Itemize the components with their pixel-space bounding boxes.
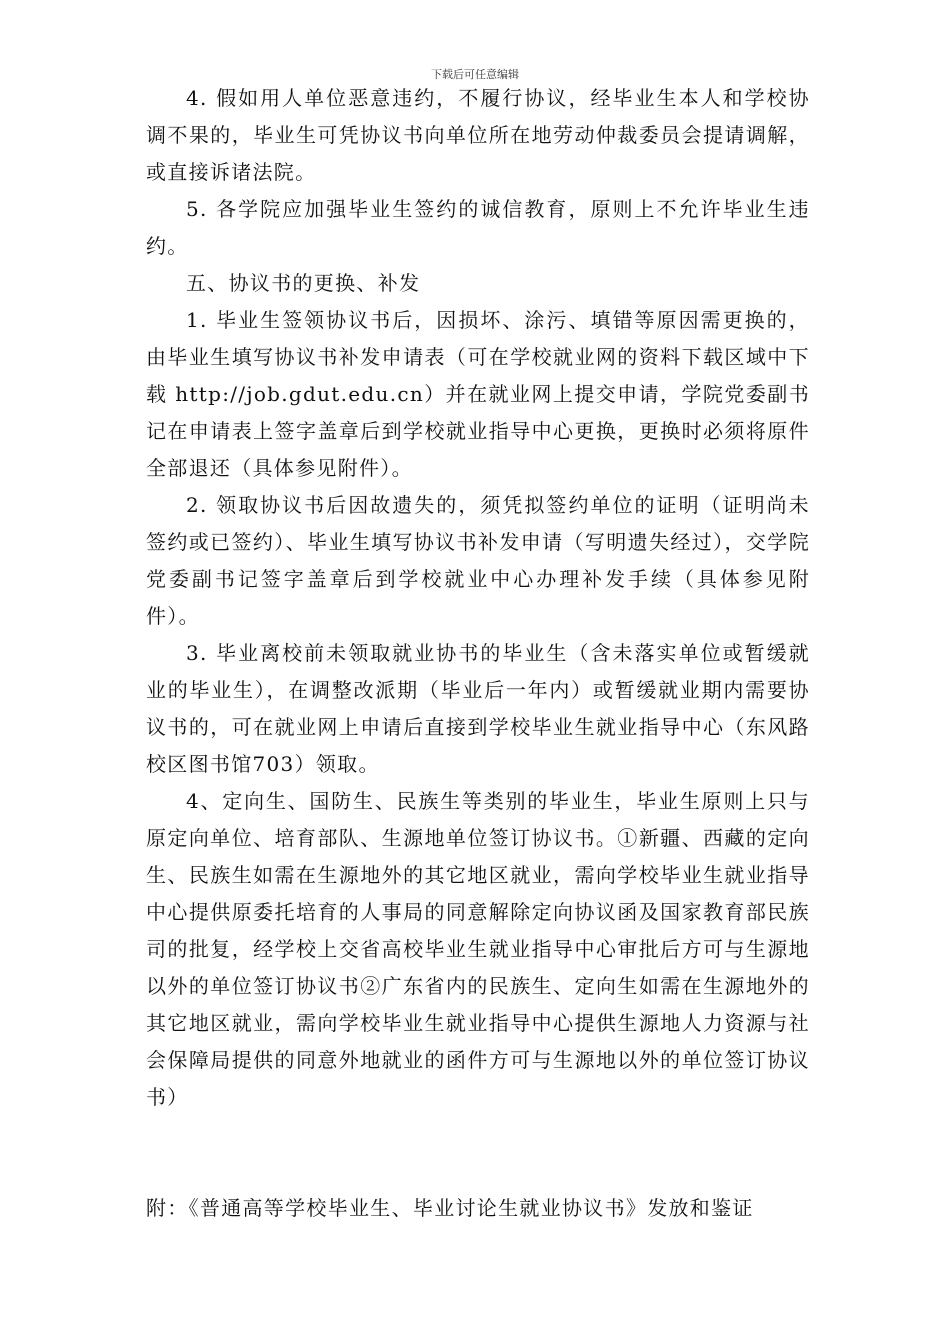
appendix-line: 附：《普通高等学校毕业生、毕业讨论生就业协议书》发放和鉴证 [146,1196,754,1220]
paragraph-replacement-lost: 2. 领取协议书后因故遗失的，须凭拟签约单位的证明（证明尚未签约或已签约）、毕业生填写协议书补发申请（写明遗失经过），交学院党委副书记签字盖章后到学校就业中心办理补发手续（具体参见附件）。 [146,493,810,628]
paragraph-special-categories: 4、定向生、国防生、民族生等类别的毕业生，毕业生原则上只与原定向单位、培育部队、生源地单位签订协议书。①新疆、西藏的定向生、民族生如需在生源地外的其它地区就业，需向学校毕业生就业指导中心提供原委托培育的人事局的同意解除定向协议函及国家教育部民族司的批复，经学校上交省高校毕业生就业指导中心审批后方可与生源地以外的单位签订协议书②广东省内的民族生、定向生如需在生源地外的其它地区就业，需向学校毕业生就业指导中心提供生源地人力资源与社会保障局提供的同意外地就业的函件方可与生源地以外的单位签订协议书） [146,789,810,1109]
paragraph-integrity-education: 5. 各学院应加强毕业生签约的诚信教育，原则上不允许毕业生违约。 [146,197,810,258]
blank-space [146,1116,810,1190]
section-heading-replacement: 五、协议书的更换、补发 [186,271,421,295]
document-body [146,80,810,1227]
paragraph-unclaimed-agreement: 3. 毕业离校前未领取就业协书的毕业生（含未落实单位或暂缓就业的毕业生），在调整改派期（毕业后一年内）或暂缓就业期内需要协议书的，可在就业网上申请后直接到学校毕业生就业指导中心（东风路校区图书馆703）领取。 [146,641,810,776]
paragraph-replacement-damage: 1. 毕业生签领协议书后，因损坏、涂污、填错等原因需更换的，由毕业生填写协议书补发申请表（可在学校就业网的资料下载区域中下载 http://job.gdut.edu.cn）并在就业网上提交申请，学院党委副书记在申请表上签字盖章后到学校就业指导中心更换，更换时必须将原件全部退还（具体参见附件）。 [146,308,810,480]
paragraph-breach-arbitration: 4. 假如用人单位恶意违约，不履行协议，经毕业生本人和学校协调不果的，毕业生可凭协议书向单位所在地劳动仲裁委员会提请调解，或直接诉诸法院。 [146,86,810,184]
header-watermark: 下载后可任意编辑 [431,68,519,81]
